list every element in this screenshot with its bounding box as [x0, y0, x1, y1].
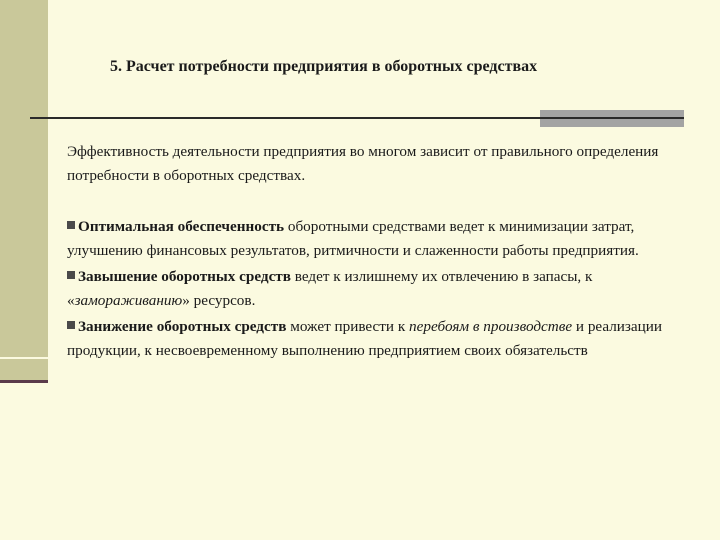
- intro-paragraph: Эффективность деятельности предприятия во многом зависит от правильного определения потребности в оборотных средствах.: [67, 143, 659, 184]
- bullet-term: Занижение оборотных средств: [78, 318, 287, 335]
- slide-body: [67, 140, 687, 365]
- bullet-text: ведет к излишнему их отвлечению в запасы, к «: [67, 268, 593, 309]
- left-accent-bar: [0, 0, 48, 357]
- square-bullet-icon: [67, 271, 75, 279]
- bullet-item: [67, 315, 687, 362]
- left-bar-divider: [0, 380, 48, 383]
- bullet-item: [67, 215, 687, 262]
- rule-box-top: [540, 110, 684, 117]
- bullet-item: [67, 265, 687, 312]
- rule-box-bottom: [540, 119, 684, 127]
- square-bullet-icon: [67, 221, 75, 229]
- bullet-text: оборотными средствами ведет к минимизации затрат, улучшению финансовых результатов, ритмичности и слаженности работы предприятия.: [67, 218, 639, 259]
- bullet-term: Оптимальная обеспеченность: [78, 218, 285, 235]
- bullet-term: Завышение оборотных средств: [78, 268, 291, 285]
- square-bullet-icon: [67, 321, 75, 329]
- bullet-text-end: и реализации продукции, к несвоевременному выполнению предприятием своих обязательств: [67, 318, 663, 359]
- bullet-text: может привести к: [286, 318, 410, 335]
- slide-title: 5. Расчет потребности предприятия в оборотных средствах: [110, 58, 538, 75]
- bullet-emphasis: замораживанию: [74, 291, 183, 309]
- bullet-text-end: » ресурсов.: [182, 291, 256, 309]
- bullet-emphasis: перебоям в производстве: [409, 318, 573, 335]
